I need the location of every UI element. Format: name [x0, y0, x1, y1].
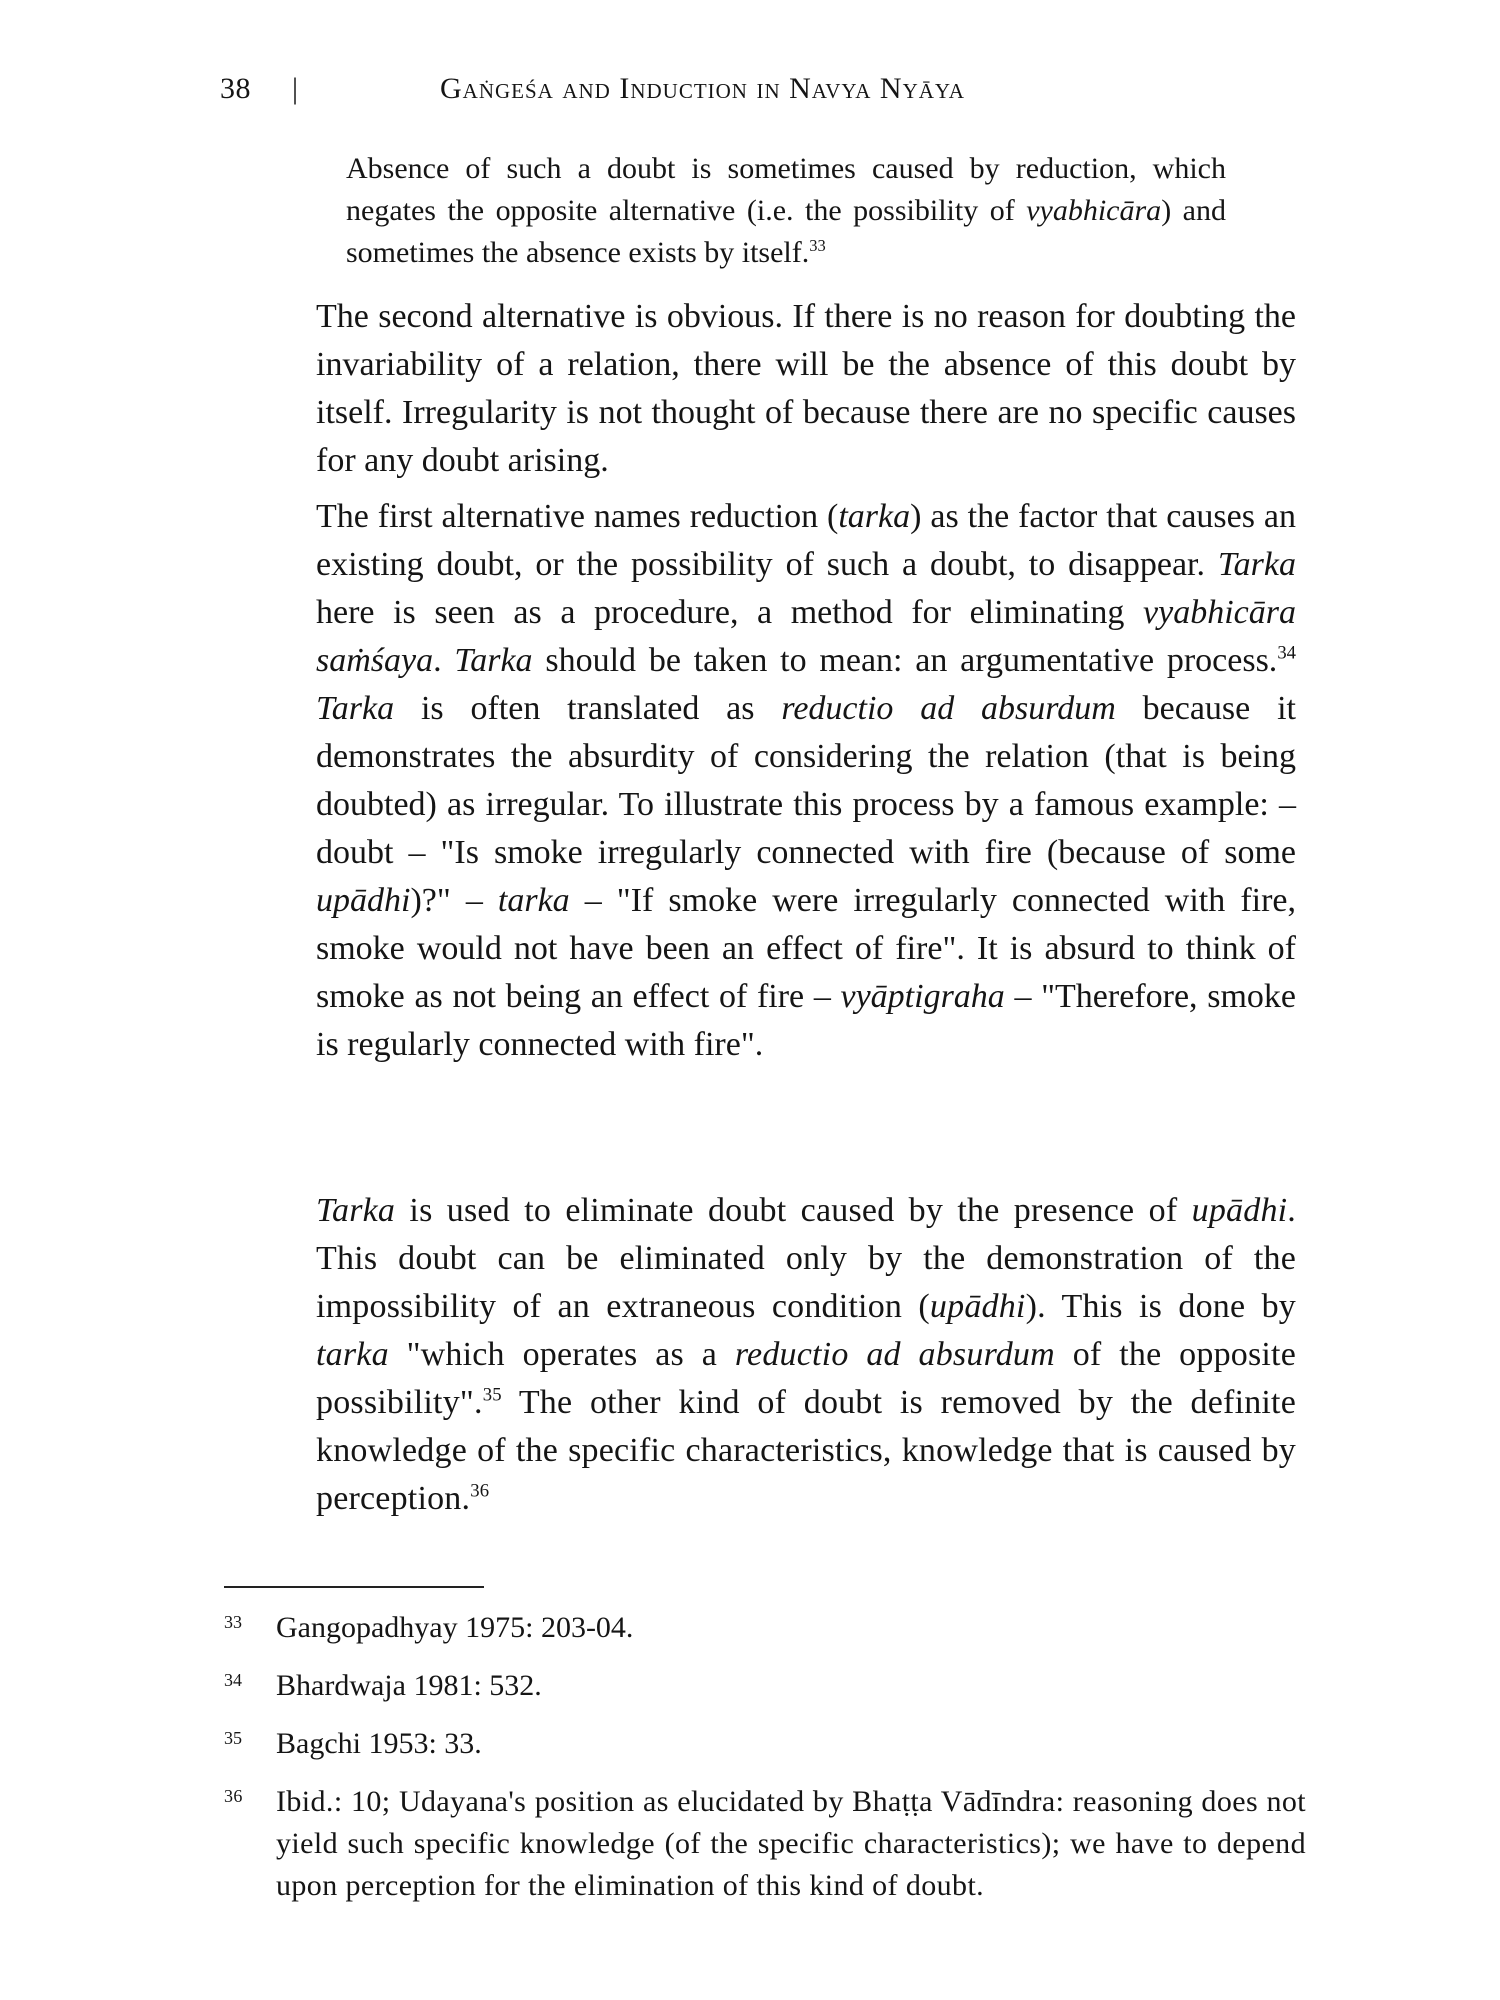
- p3-italic: tarka: [316, 1336, 389, 1373]
- block-quote: [346, 148, 1226, 274]
- footnotes: [224, 1607, 1306, 1923]
- header-separator: |: [292, 72, 299, 105]
- running-head: Gaṅgeśa and Induction in Navya Nyāya: [440, 72, 965, 105]
- p2-text: here is seen as a procedure, a method for eliminating: [316, 594, 1144, 631]
- p2-italic: reductio ad absurdum: [781, 690, 1116, 727]
- p3-text: of the opposite possibility".: [316, 1336, 1296, 1421]
- p2-text: is often translated as: [394, 690, 782, 727]
- p3-italic: Tarka: [316, 1192, 396, 1229]
- p3-text: ). This is done by: [1025, 1288, 1296, 1325]
- p2-italic: Tarka: [1217, 546, 1296, 583]
- footnote-ref-35: 35: [482, 1384, 502, 1406]
- p2-italic: tarka: [838, 498, 911, 535]
- footnote-34: [224, 1665, 1306, 1707]
- footnote-33: [224, 1607, 1306, 1649]
- p3-text: The other kind of doubt is removed by the definite knowledge of the specific characteristics, knowledge that is caused by perception.: [316, 1384, 1296, 1517]
- p2-text: because it demonstrates the absurdity of considering the relation (that is being doubted) as irregular. To illustrate this process by a famous example: – doubt – "Is smoke irregularly connected with fire (because of some: [316, 690, 1296, 871]
- paragraph-first-alternative: [316, 493, 1296, 1069]
- p3-text: is used to eliminate doubt caused by the presence of: [395, 1192, 1192, 1229]
- p2-italic: Tarka: [316, 690, 395, 727]
- p2-text: The first alternative names reduction (: [316, 498, 839, 535]
- footnote-ref-33: 33: [809, 236, 826, 255]
- quote-text: Absence of such a doubt is sometimes caused by reduction, which negates the opposite alternative (i.e. the possibility of: [346, 152, 1226, 227]
- p2-italic: tarka: [497, 882, 570, 919]
- p3-italic: upādhi: [929, 1288, 1026, 1325]
- p3-text: . This doubt can be eliminated only by the demonstration of the impossibility of an extraneous condition (: [316, 1192, 1296, 1325]
- p2-italic: vyabhicāra saṁśaya: [316, 594, 1296, 679]
- p2-text: – "If smoke were irregularly connected with fire, smoke would not have been an effect of fire". It is absurd to think of smoke as not being an effect of fire –: [316, 882, 1296, 1015]
- footnote-number: 33: [224, 1612, 242, 1632]
- footnote-text: Bagchi 1953: 33.: [276, 1727, 482, 1760]
- quote-italic-term: vyabhicāra: [1026, 194, 1162, 227]
- paragraph-tarka-eliminates-doubt: [316, 1187, 1296, 1523]
- paragraph-second-alternative: [316, 293, 1296, 485]
- paragraph-1-text: The second alternative is obvious. If there is no reason for doubting the invariability of a relation, there will be the absence of this doubt by itself. Irregularity is not thought of because there are no specific causes for any doubt arising.: [316, 298, 1296, 479]
- p2-italic: upādhi: [316, 882, 411, 919]
- footnote-36: [224, 1781, 1306, 1907]
- p3-text: "which operates as a: [388, 1336, 735, 1373]
- p2-italic: vyāptigraha: [840, 978, 1005, 1015]
- p2-text: )?" –: [410, 882, 498, 919]
- quote-text-2: ) and sometimes the absence exists by itself.: [346, 194, 1226, 269]
- page-number: 38: [220, 72, 251, 105]
- footnote-text: Gangopadhyay 1975: 203-04.: [276, 1611, 634, 1644]
- p2-text: – "Therefore, smoke is regularly connected with fire".: [316, 978, 1296, 1063]
- footnote-number: 34: [224, 1670, 242, 1690]
- page-header: [220, 72, 1300, 112]
- footnote-35: [224, 1723, 1306, 1765]
- p2-italic: Tarka: [454, 642, 533, 679]
- p2-text: should be taken to mean: an argumentative process.: [532, 642, 1278, 679]
- p2-text: .: [433, 642, 455, 679]
- footnote-number: 36: [224, 1786, 243, 1806]
- footnote-text: Ibid.: 10; Udayana's position as elucidated by Bhaṭṭa Vādīndra: reasoning does not yield such specific knowledge (of the specific characteristics); we have to depend upon perception for the elimination of this kind of doubt.: [276, 1785, 1306, 1902]
- p3-italic: reductio ad absurdum: [734, 1336, 1055, 1373]
- footnote-divider: [224, 1586, 484, 1588]
- p3-italic: upādhi: [1191, 1192, 1288, 1229]
- footnote-number: 35: [224, 1728, 242, 1748]
- footnote-ref-34: 34: [1277, 642, 1296, 664]
- p2-text: ) as the factor that causes an existing doubt, or the possibility of such a doubt, to disappear.: [316, 498, 1296, 583]
- footnote-ref-36: 36: [470, 1480, 490, 1502]
- footnote-text: Bhardwaja 1981: 532.: [276, 1669, 542, 1702]
